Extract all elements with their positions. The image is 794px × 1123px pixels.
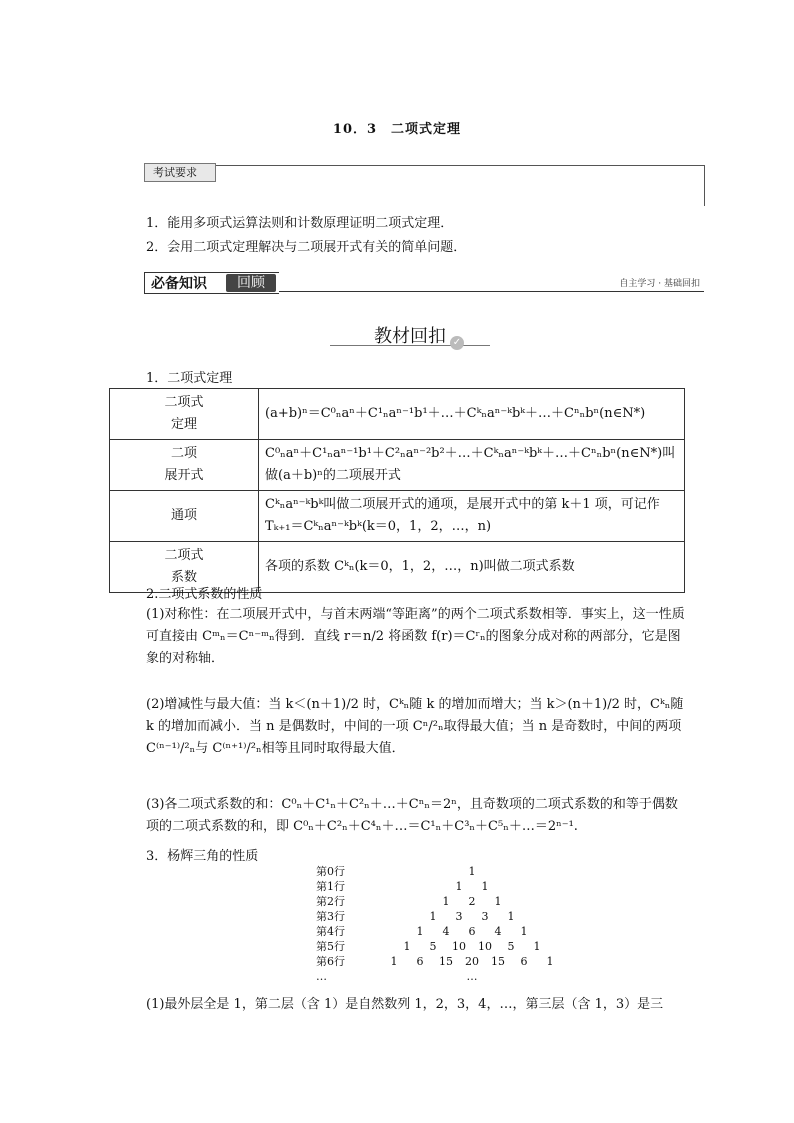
- triangle-value: 1: [416, 925, 424, 938]
- triangle-row: [316, 894, 574, 909]
- triangle-row-label: 第6行: [316, 955, 345, 968]
- property-sum: (3)各二项式系数的和：C⁰ₙ＋C¹ₙ＋C²ₙ＋…＋Cⁿₙ＝2ⁿ，且奇数项的二项式系数的和等于偶数项的二项式系数的和，即 C⁰ₙ＋C²ₙ＋C⁴ₙ＋…＝C¹ₙ＋C³ₙ＋C⁵ₙ＋…＝2ⁿ⁻¹.: [146, 797, 678, 834]
- triangle-value: 10: [452, 940, 466, 953]
- triangle-value: 3: [455, 910, 463, 923]
- table-row: [110, 491, 685, 542]
- triangle-row-label: 第2行: [316, 895, 345, 908]
- triangle-value: 1: [481, 880, 489, 893]
- triangle-value: 3: [481, 910, 489, 923]
- row-header: 二项式 系数: [110, 542, 259, 593]
- triangle-row-label: 第0行: [316, 865, 345, 878]
- banner-title: 教材回扣: [374, 326, 446, 347]
- triangle-row-label: 第5行: [316, 940, 345, 953]
- triangle-row-label: 第1行: [316, 880, 345, 893]
- triangle-row: [316, 879, 574, 894]
- page-title: 10．3 二项式定理: [332, 122, 462, 137]
- triangle-value: 20: [465, 955, 479, 968]
- triangle-row-label: 第4行: [316, 925, 345, 938]
- section-bar-highlight: 回顾: [226, 274, 276, 292]
- row-content: 各项的系数 Cᵏₙ(k＝0，1，2，…，n)叫做二项式系数: [259, 542, 685, 593]
- requirement-item: 1．能用多项式运算法则和计数原理证明二项式定理．: [146, 216, 454, 231]
- table-row: [110, 440, 685, 491]
- check-icon: ✓: [450, 336, 464, 350]
- section-bar: [144, 272, 704, 294]
- triangle-value: 1: [468, 865, 476, 878]
- triangle-value: 6: [416, 955, 424, 968]
- triangle-value: 2: [468, 895, 476, 908]
- triangle-value: 6: [520, 955, 528, 968]
- triangle-property: (1)最外层全是 1，第二层（含 1）是自然数列 1，2，3，4，…，第三层（含 1，3）是三: [146, 997, 664, 1012]
- yanghui-triangle: [316, 864, 574, 984]
- triangle-value: 4: [494, 925, 502, 938]
- triangle-value: 5: [429, 940, 437, 953]
- requirements-tab: 考试要求: [144, 163, 216, 182]
- triangle-value: 4: [442, 925, 450, 938]
- triangle-value: 10: [478, 940, 492, 953]
- triangle-value: 1: [429, 910, 437, 923]
- table-row: [110, 389, 685, 440]
- row-content: Cᵏₙaⁿ⁻ᵏbᵏ叫做二项展开式的通项，是展开式中的第 k＋1 项，可记作 Tₖ₊₁＝Cᵏₙaⁿ⁻ᵏbᵏ(k＝0，1，2，…，n): [259, 491, 685, 542]
- triangle-row-label: 第3行: [316, 910, 345, 923]
- triangle-value: 1: [442, 895, 450, 908]
- requirements-frame: [144, 165, 705, 206]
- triangle-value: 1: [403, 940, 411, 953]
- triangle-row: [316, 909, 574, 924]
- row-header: 通项: [110, 491, 259, 542]
- triangle-row: [316, 864, 574, 879]
- section-bar-rule: [279, 291, 704, 292]
- triangle-row: [316, 954, 574, 969]
- property-symmetry: (1)对称性：在二项展开式中，与首末两端“等距离”的两个二项式系数相等．事实上，这一性质可直接由 Cᵐₙ＝Cⁿ⁻ᵐₙ得到．直线 r＝n/2 将函数 f(r)＝Cʳₙ的图象分成对称的两部分，它是图象的对称轴．: [146, 607, 685, 666]
- row-header: 二项 展开式: [110, 440, 259, 491]
- section-2-title: 2.二项式系数的性质: [146, 587, 263, 602]
- definition-table: [109, 388, 685, 593]
- triangle-value: 15: [439, 955, 453, 968]
- triangle-value: 5: [507, 940, 515, 953]
- triangle-row: [316, 969, 574, 984]
- section-1-title: 1．二项式定理: [146, 371, 233, 386]
- triangle-value: 1: [533, 940, 541, 953]
- triangle-value: 1: [507, 910, 515, 923]
- triangle-value: 1: [390, 955, 398, 968]
- triangle-value: 1: [455, 880, 463, 893]
- row-content: (a+b)ⁿ＝C⁰ₙaⁿ＋C¹ₙaⁿ⁻¹b¹＋…＋Cᵏₙaⁿ⁻ᵏbᵏ＋…＋Cⁿₙbⁿ(n∈N*): [259, 389, 685, 440]
- requirement-item: 2．会用二项式定理解决与二项展开式有关的简单问题．: [146, 240, 467, 255]
- triangle-value: 6: [468, 925, 476, 938]
- triangle-value: 1: [546, 955, 554, 968]
- triangle-value: …: [466, 970, 478, 983]
- triangle-row-label: …: [316, 970, 327, 983]
- row-header: 二项式 定理: [110, 389, 259, 440]
- triangle-value: 1: [494, 895, 502, 908]
- property-monotonicity: (2)增减性与最大值：当 k＜(n＋1)/2 时，Cᵏₙ随 k 的增加而增大；当 k＞(n＋1)/2 时，Cᵏₙ随 k 的增加而减小．当 n 是偶数时，中间的一项 Cⁿ/²ₙ取得最大值；当 n 是奇数时，中间的两项 C⁽ⁿ⁻¹⁾/²ₙ与 C⁽ⁿ⁺¹⁾/²ₙ相等且同时取得最大值．: [146, 697, 684, 756]
- section-3-title: 3．杨辉三角的性质: [146, 849, 259, 864]
- triangle-value: 15: [491, 955, 505, 968]
- section-bar-label: 必备知识: [144, 272, 279, 294]
- triangle-value: 1: [520, 925, 528, 938]
- row-content: C⁰ₙaⁿ＋C¹ₙaⁿ⁻¹b¹＋C²ₙaⁿ⁻²b²＋…＋Cᵏₙaⁿ⁻ᵏbᵏ＋…＋Cⁿₙbⁿ(n∈N*)叫做(a＋b)ⁿ的二项展开式: [259, 440, 685, 491]
- banner-rule: [330, 345, 490, 346]
- section-bar-subtitle: 自主学习 · 基础回扣: [619, 279, 700, 289]
- triangle-row: [316, 924, 574, 939]
- triangle-row: [316, 939, 574, 954]
